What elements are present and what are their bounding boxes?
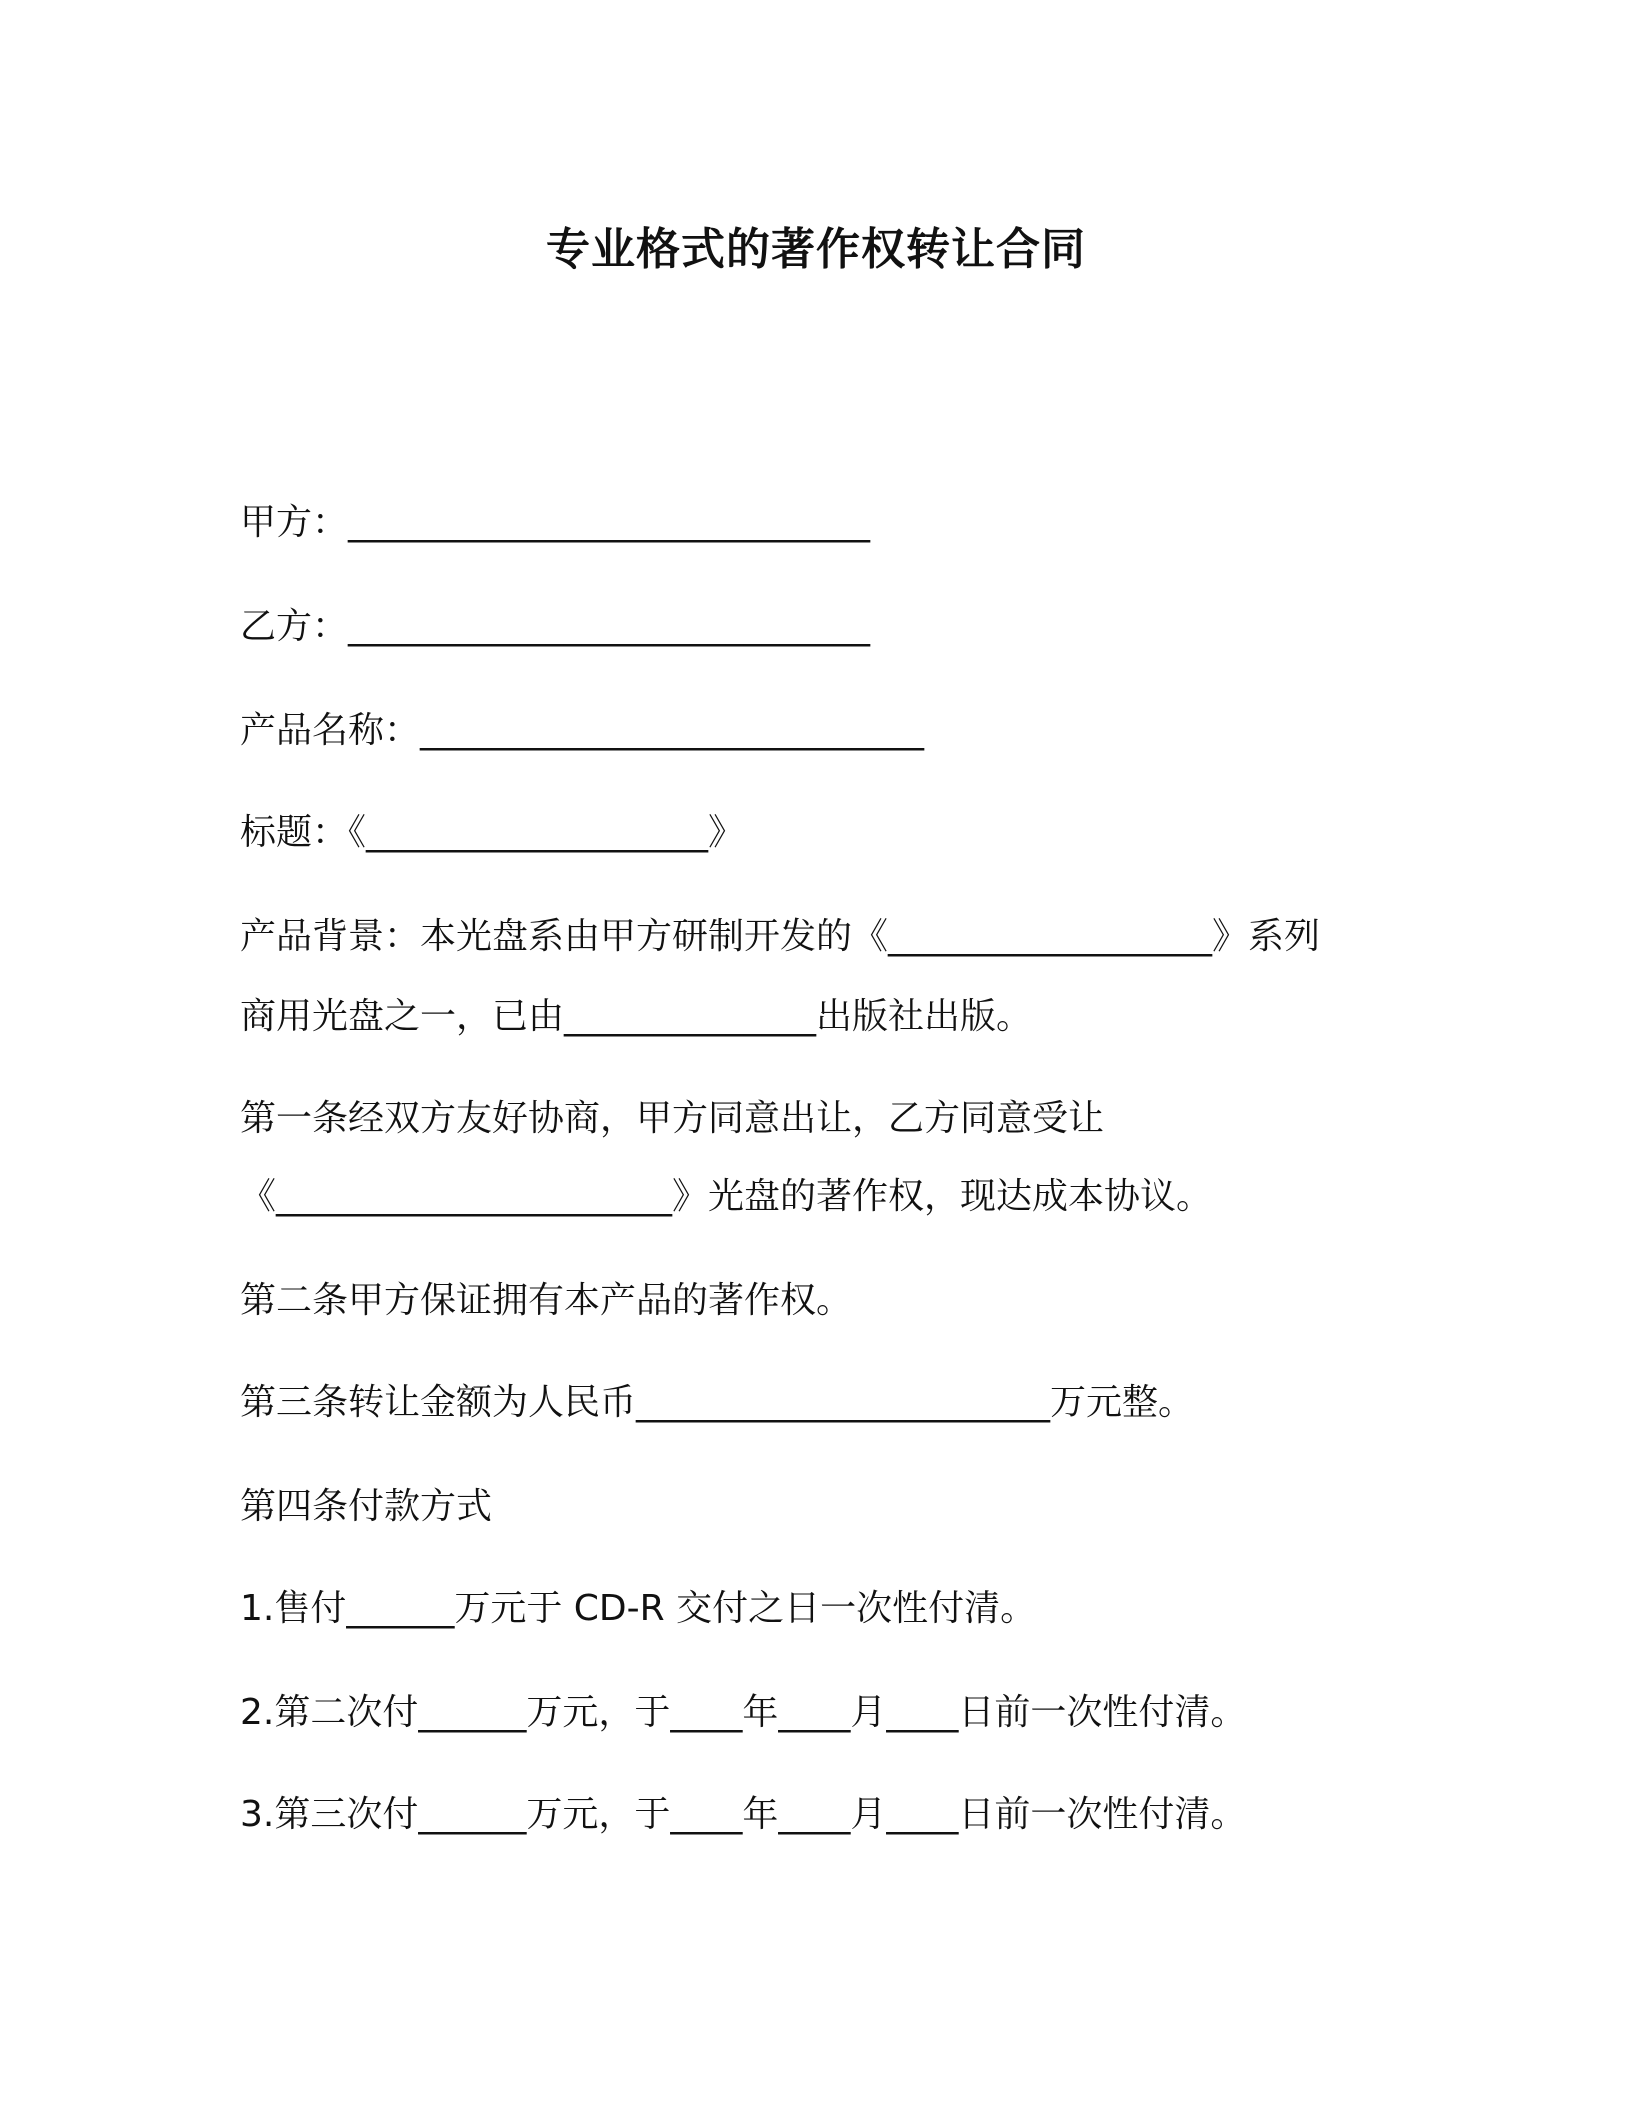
article-2-line: 第二条甲方保证拥有本产品的著作权。 [240, 1280, 853, 1321]
party-a-line: 甲方：_____________________________ [240, 502, 871, 543]
party-b-line: 乙方：_____________________________ [240, 606, 871, 647]
document-title: 专业格式的著作权转让合同 [546, 224, 1086, 275]
article-1-line-1: 第一条经双方友好协商，甲方同意出让，乙方同意受让 [240, 1098, 1105, 1139]
product-background-line-1: 产品背景：本光盘系由甲方研制开发的《__________________》系列 [240, 916, 1321, 957]
title-line: 标题：《___________________》 [240, 812, 745, 853]
payment-item-3: 3.第三次付______万元，于____年____月____日前一次性付清。 [240, 1794, 1247, 1835]
product-background-line-2: 商用光盘之一，已由______________出版社出版。 [240, 996, 1033, 1037]
article-1-line-2: 《______________________》光盘的著作权，现达成本协议。 [240, 1176, 1213, 1217]
product-name-line: 产品名称：____________________________ [240, 710, 925, 751]
payment-item-1: 1.售付______万元于 CD-R 交付之日一次性付清。 [240, 1588, 1037, 1629]
article-3-line: 第三条转让金额为人民币_______________________万元整。 [240, 1382, 1195, 1423]
payment-item-2: 2.第二次付______万元，于____年____月____日前一次性付清。 [240, 1692, 1247, 1733]
article-4-heading: 第四条付款方式 [240, 1486, 493, 1527]
